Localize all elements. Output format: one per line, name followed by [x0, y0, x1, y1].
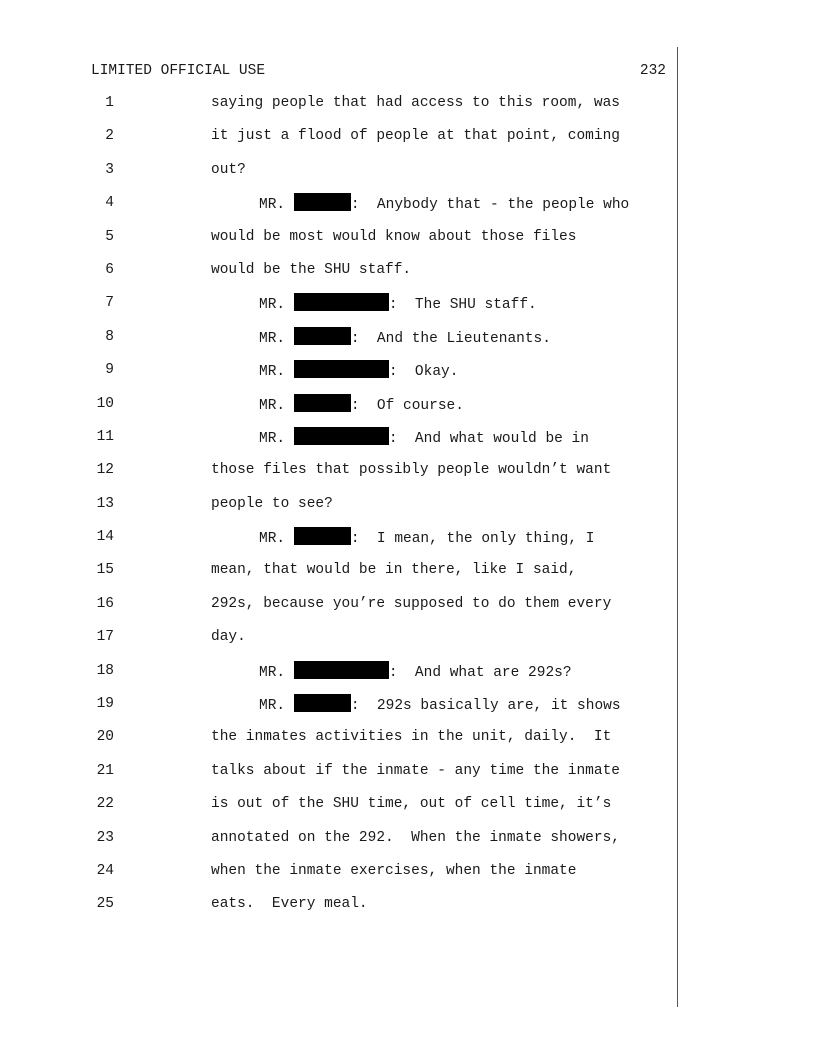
line-number: 1 — [105, 95, 114, 111]
speaker-title: MR. — [259, 698, 286, 715]
line-text: is out of the SHU time, out of cell time, it’s — [211, 796, 612, 813]
line-text: : And the Lieutenants. — [350, 330, 551, 347]
transcript-line — [0, 160, 816, 193]
speaker-title: MR. — [259, 297, 286, 314]
transcript-line — [0, 560, 816, 593]
transcript-line — [0, 394, 816, 427]
speaker-title: MR. — [259, 397, 286, 414]
line-number: 16 — [96, 595, 114, 612]
line-number: 13 — [96, 495, 114, 512]
line-number: 18 — [96, 662, 114, 679]
transcript-lines — [0, 93, 816, 928]
transcript-line — [0, 93, 816, 126]
redaction-box — [294, 327, 351, 345]
line-number: 19 — [96, 696, 114, 713]
redaction-box — [294, 293, 389, 311]
line-number: 3 — [105, 161, 114, 178]
line-text: the inmates activities in the unit, daily. It — [211, 729, 612, 746]
redaction-box — [294, 193, 351, 211]
speaker-line — [259, 661, 572, 683]
speaker-line — [259, 193, 629, 215]
speaker-line — [259, 694, 621, 716]
line-text: : Anybody that - the people who — [350, 197, 630, 214]
transcript-line — [0, 861, 816, 894]
transcript-line — [0, 193, 816, 226]
line-number: 11 — [96, 428, 114, 445]
transcript-line — [0, 727, 816, 760]
line-text: : And what are 292s? — [388, 664, 572, 681]
line-number: 23 — [96, 829, 114, 846]
transcript-line — [0, 894, 816, 927]
line-text: : And what would be in — [388, 430, 589, 447]
redaction-box — [294, 427, 389, 445]
redaction-box — [294, 661, 389, 679]
speaker-title: MR. — [259, 364, 286, 381]
transcript-line — [0, 360, 816, 393]
speaker-title: MR. — [259, 430, 286, 447]
line-text: : I mean, the only thing, I — [350, 531, 595, 548]
transcript-line — [0, 227, 816, 260]
line-text: mean, that would be in there, like I said, — [211, 562, 577, 579]
transcript-line — [0, 828, 816, 861]
line-text: when the inmate exercises, when the inmate — [211, 862, 577, 879]
line-number: 12 — [96, 462, 114, 479]
speaker-line — [259, 360, 458, 382]
line-number: 14 — [96, 529, 114, 546]
line-number: 24 — [96, 862, 114, 879]
line-text: would be the SHU staff. — [211, 261, 412, 278]
transcript-line — [0, 293, 816, 326]
transcript-line — [0, 460, 816, 493]
line-text: eats. Every meal. — [211, 896, 368, 913]
line-number: 20 — [96, 729, 114, 746]
speaker-line — [259, 427, 589, 449]
speaker-title: MR. — [259, 197, 286, 214]
speaker-title: MR. — [259, 531, 286, 548]
line-number: 10 — [96, 395, 114, 412]
line-text: : Okay. — [388, 364, 459, 381]
line-text: annotated on the 292. When the inmate showers, — [211, 829, 620, 846]
line-text: it just a flood of people at that point, coming — [211, 128, 620, 145]
line-text: 292s, because you’re supposed to do them every — [211, 595, 612, 612]
line-number: 7 — [105, 295, 114, 312]
speaker-title: MR. — [259, 664, 286, 681]
line-text: people to see? — [211, 495, 333, 512]
redaction-box — [294, 694, 351, 712]
line-text: those files that possibly people wouldn’t want — [211, 462, 612, 479]
line-text: talks about if the inmate - any time the inmate — [211, 762, 620, 779]
line-text: would be most would know about those files — [211, 228, 577, 245]
line-number: 4 — [105, 195, 114, 212]
speaker-line — [259, 327, 551, 349]
line-number: 2 — [105, 128, 114, 145]
transcript-line — [0, 327, 816, 360]
line-text: out? — [211, 161, 246, 178]
transcript-line — [0, 794, 816, 827]
line-number: 21 — [96, 762, 114, 779]
transcript-line — [0, 427, 816, 460]
line-number: 22 — [96, 796, 114, 813]
redaction-box — [294, 527, 351, 545]
transcript-line — [0, 594, 816, 627]
redaction-box — [294, 394, 351, 412]
line-number: 6 — [105, 261, 114, 278]
line-text: : The SHU staff. — [388, 297, 537, 314]
classification-header: LIMITED OFFICIAL USE — [91, 63, 266, 79]
redaction-box — [294, 360, 389, 378]
line-number: 15 — [96, 562, 114, 579]
line-number: 17 — [96, 629, 114, 646]
transcript-line — [0, 126, 816, 159]
line-number: 5 — [105, 228, 114, 245]
line-number: 9 — [105, 362, 114, 379]
speaker-line — [259, 293, 537, 315]
transcript-line — [0, 260, 816, 293]
line-number: 8 — [105, 328, 114, 345]
transcript-line — [0, 761, 816, 794]
speaker-title: MR. — [259, 330, 286, 347]
speaker-line — [259, 527, 594, 549]
line-text: day. — [211, 629, 246, 646]
transcript-line — [0, 527, 816, 560]
transcript-line — [0, 627, 816, 660]
line-text: : 292s basically are, it shows — [350, 698, 621, 715]
line-number: 25 — [96, 896, 114, 913]
transcript-line — [0, 494, 816, 527]
speaker-line — [259, 394, 464, 416]
transcript-line — [0, 661, 816, 694]
page-number: 232 — [639, 63, 666, 79]
line-text: saying people that had access to this room, was — [211, 95, 620, 111]
line-text: : Of course. — [350, 397, 464, 414]
transcript-line — [0, 694, 816, 727]
